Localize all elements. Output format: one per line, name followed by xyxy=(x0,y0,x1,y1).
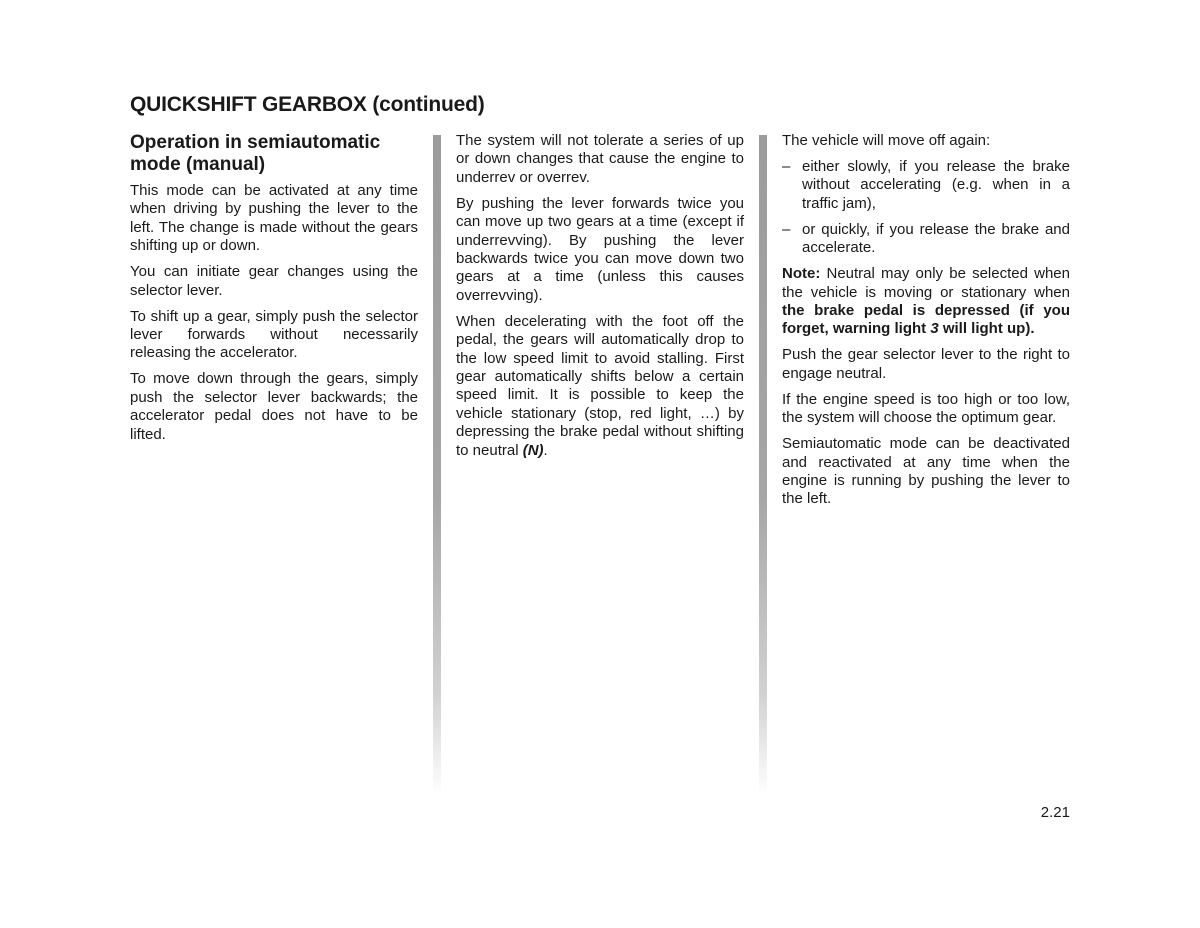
note-bold-text: the brake pedal is depressed (if you forget, warning light xyxy=(782,302,1070,338)
note-text: Neutral may only be selected when the vehicle is moving or stationary when xyxy=(782,265,1070,301)
note-paragraph xyxy=(782,265,1070,339)
neutral-symbol: (N) xyxy=(522,441,544,459)
column-divider-bar xyxy=(759,135,767,795)
paragraph: To shift up a gear, simply push the selector lever forwards without necessarily releasing the accelerator. xyxy=(130,307,418,362)
warning-light-number: 3 xyxy=(930,320,939,338)
paragraph: Push the gear selector lever to the right to engage neutral. xyxy=(782,346,1070,382)
note-label: Note: xyxy=(782,265,821,283)
paragraph-text: When decelerating with the foot off the pedal, the gears will automatically drop to the low speed limit to avoid stalling. First gear automatically shifts below a certain speed limit. It is possible to keep the vehicle stationary (stop, red light, …) by depressing the brake pedal without shifting to neutral xyxy=(456,312,744,459)
paragraph: To move down through the gears, simply push the selector lever backwards; the accelerator pedal does not have to be lifted. xyxy=(130,370,418,443)
list-item-text: either slowly, if you release the brake without accelerating (e.g. when in a traffic jam), xyxy=(802,158,1070,212)
list-item xyxy=(782,221,1070,258)
dash-bullet: – xyxy=(782,220,791,238)
dash-bullet: – xyxy=(782,158,791,175)
page-title: QUICKSHIFT GEARBOX (continued) xyxy=(130,93,485,116)
paragraph: If the engine speed is too high or too low, the system will choose the optimum gear. xyxy=(782,390,1070,427)
list-item-text: or quickly, if you release the brake and accelerate. xyxy=(802,220,1070,257)
column-divider-bar xyxy=(433,135,441,795)
paragraph: The vehicle will move off again: xyxy=(782,132,991,149)
list-item xyxy=(782,158,1070,213)
paragraph: The system will not tolerate a series of up or down changes that cause the engine to underrev or overrev. xyxy=(456,132,744,186)
paragraph: This mode can be activated at any time when driving by pushing the lever to the left. The change is made without the gears shifting up or down. xyxy=(130,182,418,255)
column-2 xyxy=(456,132,744,468)
paragraph: By pushing the lever forwards twice you can move up two gears at a time (except if underrevving). By pushing the lever backwards twice you can move down two gears at a time (unless this causes overrevving). xyxy=(456,194,744,304)
paragraph: Semiautomatic mode can be deactivated and reactivated at any time when the engine is running by pushing the lever to the left. xyxy=(782,435,1070,508)
section-heading: Operation in semiautomatic mode (manual) xyxy=(130,132,381,175)
note-bold-text: will light up). xyxy=(938,320,1035,338)
paragraph-text: . xyxy=(543,441,548,459)
paragraph xyxy=(456,313,744,460)
column-1 xyxy=(130,132,418,452)
page-number: 2.21 xyxy=(1040,804,1070,821)
paragraph: You can initiate gear changes using the selector lever. xyxy=(130,263,418,299)
column-3 xyxy=(782,132,1070,516)
